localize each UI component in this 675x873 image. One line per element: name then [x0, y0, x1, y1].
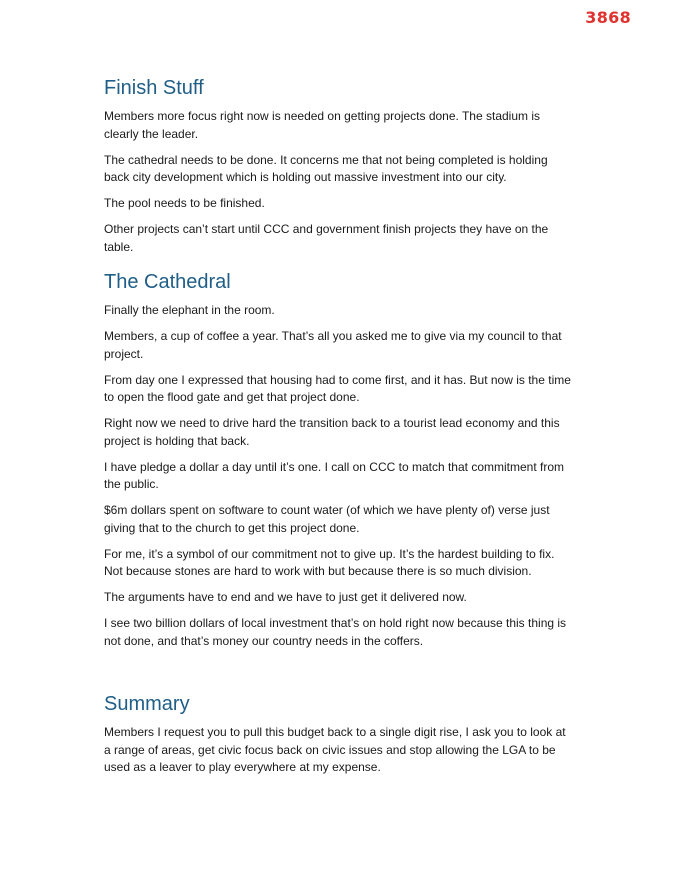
paragraph: For me, it’s a symbol of our commitment not to give up. It’s the hardest building to fix. Not because stones are hard to work with but because there is so much division. — [104, 546, 555, 578]
paragraph: The pool needs to be finished. — [104, 196, 265, 210]
paragraph: Members I request you to pull this budget back to a single digit rise, I ask you to look at a range of areas, get civic focus back on civic issues and stop allowing the LGA to be used as a leaver to play everywhere at my expense. — [104, 725, 566, 774]
paragraph: I have pledge a dollar a day until it’s one. I call on CCC to match that commitment from the public. — [104, 459, 564, 491]
paragraph: From day one I expressed that housing had to come first, and it has. But now is the time to open the flood gate and get that project done. — [104, 372, 571, 404]
paragraph: Members more focus right now is needed on getting projects done. The stadium is clearly the leader. — [104, 109, 541, 141]
paragraph: Other projects can’t start until CCC and government finish projects they have on the table. — [104, 222, 549, 254]
section-summary — [104, 692, 574, 777]
paragraph: Right now we need to drive hard the transition back to a tourist lead economy and this project is holding that back. — [104, 416, 560, 448]
paragraph: The cathedral needs to be done. It concerns me that not being completed is holding back city development which is holding out massive investment into our city. — [104, 152, 548, 184]
section-the-cathedral — [104, 270, 574, 650]
paragraph: Finally the elephant in the room. — [104, 303, 275, 317]
paragraph: $6m dollars spent on software to count water (of which we have plenty of) verse just giving that to the church to get this project done. — [104, 503, 550, 535]
paragraph: The arguments have to end and we have to just get it delivered now. — [104, 590, 467, 604]
section-finish-stuff — [104, 76, 574, 256]
page-number: 3868 — [585, 8, 631, 27]
section-heading-the-cathedral: The Cathedral — [104, 271, 231, 293]
document-body — [104, 76, 574, 787]
section-heading-finish-stuff: Finish Stuff — [104, 77, 204, 99]
section-heading-summary: Summary — [104, 693, 190, 715]
paragraph: I see two billion dollars of local investment that’s on hold right now because this thing is not done, and that’s money our country needs in the coffers. — [104, 616, 567, 648]
paragraph: Members, a cup of coffee a year. That’s all you asked me to give via my council to that project. — [104, 329, 562, 361]
